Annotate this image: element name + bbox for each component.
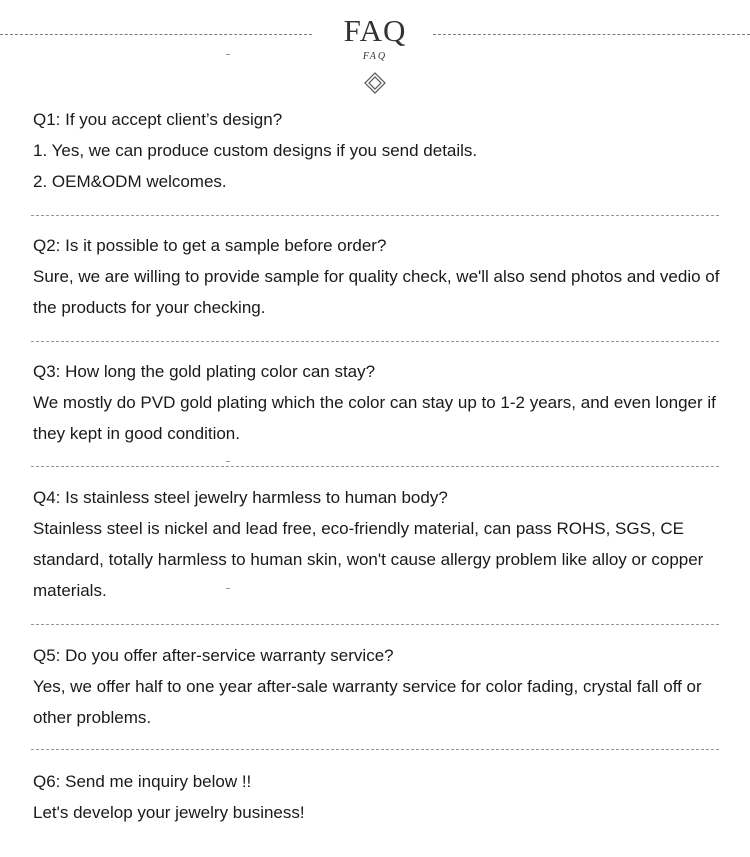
faq-answer-line: 2. OEM&ODM welcomes. (33, 172, 227, 191)
decorative-speck (226, 54, 230, 55)
faq-question: Q5: Do you offer after-service warranty service? (33, 646, 394, 665)
faq-item-3 (33, 356, 723, 449)
diamond-icon (364, 72, 386, 94)
faq-divider (31, 341, 719, 342)
faq-question: Q4: Is stainless steel jewelry harmless to human body? (33, 488, 448, 507)
faq-divider (31, 466, 719, 467)
decorative-speck (226, 461, 230, 462)
faq-answer-line: 1. Yes, we can produce custom designs if you send details. (33, 141, 478, 160)
faq-item-4 (33, 482, 723, 606)
faq-item-6 (33, 766, 723, 828)
page-title: FAQ (343, 13, 407, 48)
faq-divider (31, 624, 719, 625)
faq-item-1 (33, 104, 723, 197)
faq-answer: Yes, we offer half to one year after-sale warranty service for color fading, crystal fall off or other problems. (33, 677, 702, 727)
faq-divider (31, 215, 719, 216)
faq-answer: Let's develop your jewelry business! (33, 803, 305, 822)
decorative-speck (226, 588, 230, 589)
faq-item-5 (33, 640, 723, 733)
faq-question: Q3: How long the gold plating color can stay? (33, 362, 376, 381)
faq-question: Q1: If you accept client’s design? (33, 110, 283, 129)
faq-answer: We mostly do PVD gold plating which the color can stay up to 1-2 years, and even longer if they kept in good condition. (33, 393, 716, 443)
faq-header (0, 0, 750, 100)
faq-question: Q6: Send me inquiry below !! (33, 772, 252, 791)
faq-answer: Stainless steel is nickel and lead free, eco-friendly material, can pass ROHS, SGS, CE standard, totally harmless to human skin, won't cause allergy problem like alloy or copper materials. (33, 519, 704, 600)
faq-question: Q2: Is it possible to get a sample before order? (33, 236, 387, 255)
faq-answer: Sure, we are willing to provide sample for quality check, we'll also send photos and vedio of the products for your checking. (33, 267, 720, 317)
faq-item-2 (33, 230, 723, 323)
page-subtitle: FAQ (362, 51, 388, 62)
faq-divider (31, 749, 719, 750)
